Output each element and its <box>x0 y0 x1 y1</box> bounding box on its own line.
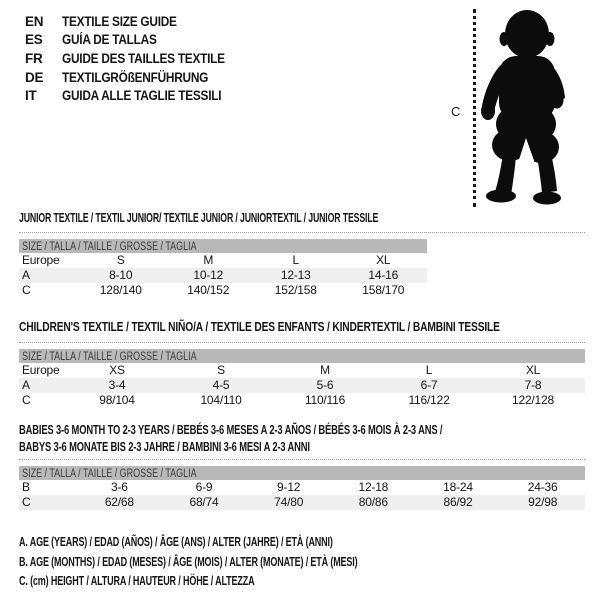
table-cell: 128/140 <box>99 283 142 297</box>
table-row-height <box>19 393 585 408</box>
table-row-europe <box>19 363 585 378</box>
table-header-label: SIZE / TALLA / TAILLE / GRÖSSE / TAGLIA <box>22 241 197 253</box>
junior-size-table <box>19 239 427 298</box>
table-cell: XS <box>109 363 125 377</box>
row-label: Europe <box>22 253 60 267</box>
table-cell: 4-5 <box>212 378 230 392</box>
baby-silhouette-icon <box>480 6 570 206</box>
row-label: Europe <box>22 363 60 377</box>
table-cell: 74/80 <box>274 495 304 509</box>
table-cell: 152/158 <box>274 283 317 297</box>
table-row-age-months <box>19 480 585 495</box>
table-cell: 104/110 <box>200 393 242 407</box>
language-row-fr <box>25 49 247 68</box>
babies-table-title-line1: BABIES 3-6 MONTH TO 2-3 YEARS / BEBÉS 3-6 MESES A 2-3 AÑOS / BÉBÉS 3-6 MOIS À 2-3 ANS / <box>19 423 443 437</box>
children-size-table <box>19 349 585 408</box>
table-cell: 6-7 <box>420 378 438 392</box>
table-cell: 110/116 <box>304 393 346 407</box>
row-label: B <box>22 480 30 494</box>
junior-table-title: JUNIOR TEXTILE / TEXTIL JUNIOR/ TEXTILE JUNIOR / JUNIORTEXTIL / JUNIOR TESSILE <box>19 211 379 225</box>
table-row-europe <box>19 253 427 268</box>
table-cell: 158/170 <box>362 283 405 297</box>
language-row-it <box>25 86 247 105</box>
table-row-height <box>19 283 427 298</box>
language-row-en <box>25 12 247 31</box>
table-cell: 6-9 <box>195 480 213 494</box>
table-cell: 14-16 <box>368 268 399 282</box>
babies-size-table <box>19 466 585 510</box>
table-cell: S <box>217 363 225 377</box>
table-row-age <box>19 378 585 393</box>
children-table-title: CHILDREN'S TEXTILE / TEXTIL NIÑO/A / TEXTILE DES ENFANTS / KINDERTEXTIL / BAMBINI TESSILE <box>19 320 500 334</box>
legend-height-cm: C. (cm) HEIGHT / ALTURA / HAUTEUR / HÖHE / ALTEZZA <box>19 574 255 588</box>
table-cell: 24-36 <box>527 480 558 494</box>
table-cell: 122/128 <box>512 393 554 407</box>
legend-age-months: B. AGE (MONTHS) / EDAD (MESES) / ÂGE (MOIS) / ALTER (MONATE) / ETÀ (MESI) <box>19 554 358 569</box>
language-row-es <box>25 31 247 50</box>
row-label: C <box>22 393 31 407</box>
table-cell: 62/68 <box>104 495 134 509</box>
table-cell: 98/104 <box>99 393 135 407</box>
table-header-label: SIZE / TALLA / TAILLE / GRÖSSE / TAGLIA <box>22 351 197 363</box>
height-measure-figure <box>450 4 598 212</box>
language-code: EN <box>25 13 44 29</box>
table-header-bar <box>19 466 585 480</box>
table-cell: 12-18 <box>358 480 389 494</box>
table-cell: XL <box>376 253 391 267</box>
table-cell: 18-24 <box>443 480 473 494</box>
language-title: TEXTILGRÖßENFÜHRUNG <box>62 69 209 85</box>
section-divider-dotted <box>19 232 585 233</box>
row-label: C <box>22 283 31 297</box>
table-cell: 80/86 <box>358 495 388 509</box>
table-cell: 9-12 <box>277 480 301 494</box>
table-header-label: SIZE / TALLA / TAILLE / GRÖSSE / TAGLIA <box>22 468 197 480</box>
table-cell: 92/98 <box>528 495 558 509</box>
legend-age-years: A. AGE (YEARS) / EDAD (AÑOS) / ÂGE (ANS) / ALTER (JAHRE) / ETÀ (ANNI) <box>19 535 333 549</box>
table-cell: M <box>320 363 330 377</box>
language-title-list <box>25 12 247 105</box>
table-cell: 68/74 <box>189 495 219 509</box>
language-code: IT <box>25 88 37 104</box>
table-cell: 7-8 <box>524 378 542 392</box>
language-title: GUÍA DE TALLAS <box>62 32 157 48</box>
table-cell: 140/152 <box>187 283 230 297</box>
table-cell: 3-6 <box>110 480 128 494</box>
height-measure-label: C <box>451 104 461 119</box>
row-label: A <box>22 268 30 282</box>
language-title: GUIDA ALLE TAGLIE TESSILI <box>62 88 222 104</box>
table-cell: 3-4 <box>108 378 126 392</box>
language-title: GUIDE DES TAILLES TEXTILE <box>62 50 225 66</box>
language-code: FR <box>25 50 43 66</box>
section-divider-dotted <box>19 342 585 343</box>
babies-table-title-line2: BABYS 3-6 MONATE BIS 2-3 JAHRE / BAMBINI 3-6 MESI A 2-3 ANNI <box>19 440 310 454</box>
table-row-height <box>19 495 585 510</box>
language-code: DE <box>25 69 44 85</box>
section-divider-dotted <box>19 459 585 460</box>
table-cell: 5-6 <box>316 378 334 392</box>
language-title: TEXTILE SIZE GUIDE <box>62 13 177 29</box>
table-cell: 86/92 <box>443 495 473 509</box>
language-code: ES <box>25 32 43 48</box>
table-header-bar <box>19 239 427 253</box>
table-row-age <box>19 268 427 283</box>
table-cell: 8-10 <box>109 268 133 282</box>
table-cell: M <box>203 253 214 267</box>
dotted-measure-line <box>473 9 476 207</box>
table-cell: S <box>116 253 125 267</box>
table-cell: 116/122 <box>408 393 450 407</box>
table-cell: L <box>425 363 433 377</box>
table-cell: 10-12 <box>193 268 224 282</box>
row-label: C <box>22 495 31 509</box>
table-header-bar <box>19 349 585 363</box>
table-cell: L <box>292 253 299 267</box>
table-cell: 12-13 <box>280 268 311 282</box>
legend-footnotes <box>19 533 489 592</box>
language-row-de <box>25 68 247 87</box>
row-label: A <box>22 378 30 392</box>
table-cell: XL <box>525 363 541 377</box>
